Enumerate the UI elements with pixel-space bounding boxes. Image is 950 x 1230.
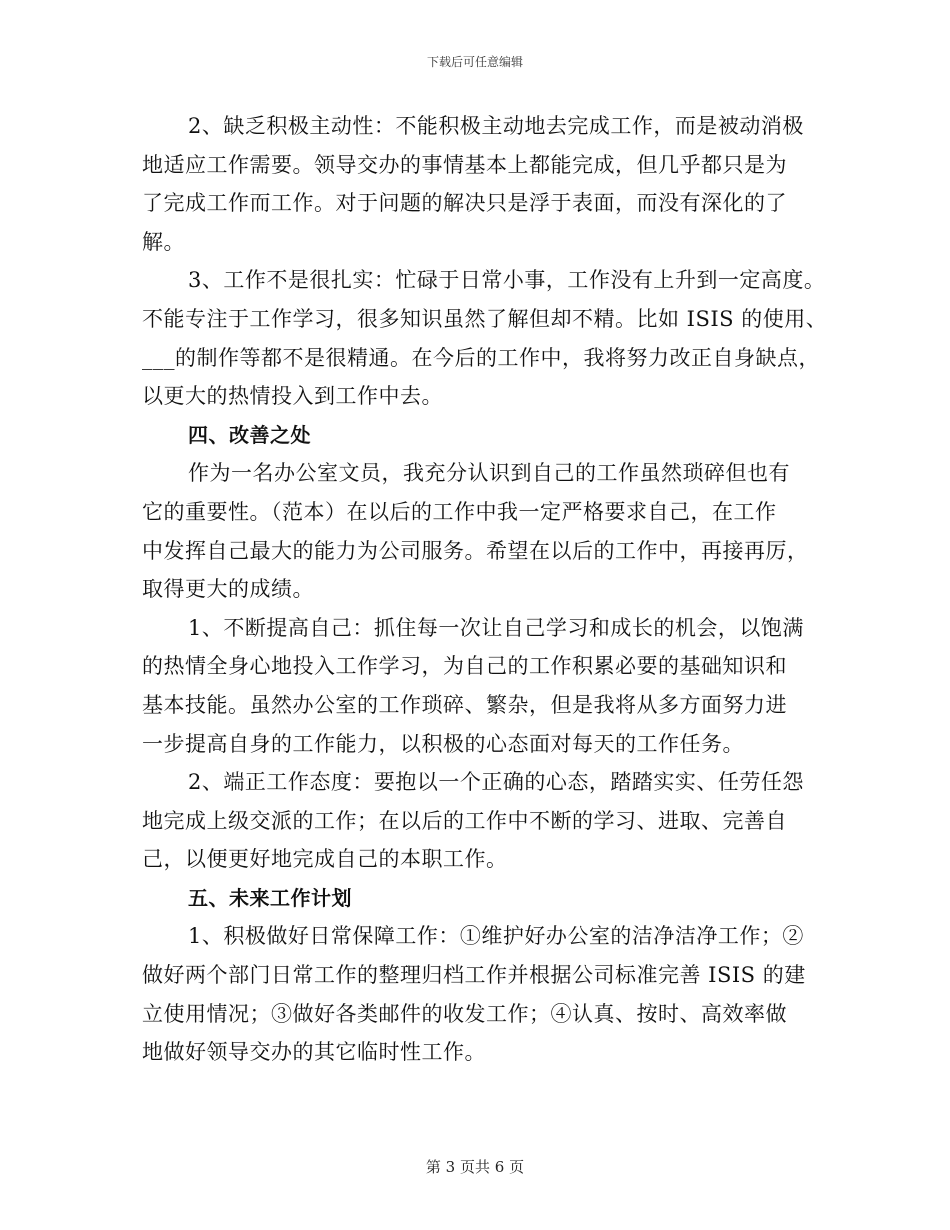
text-line: 取得更大的成绩。	[142, 577, 314, 602]
text-line: 一步提高自身的工作能力，以积极的心态面对每天的工作任务。	[142, 731, 744, 756]
text-line: 1、不断提高自己：抓住每一次让自己学习和成长的机会，以饱满	[188, 615, 804, 640]
text-line: 了完成工作而工作。对于问题的解决只是浮于表面，而没有深化的了	[142, 191, 787, 216]
text-line: 3、工作不是很扎实：忙碌于日常小事，工作没有上升到一定高度。	[188, 268, 826, 293]
text-line: 做好两个部门日常工作的整理归档工作并根据公司标准完善 ISIS 的建	[142, 963, 806, 988]
section-heading: 四、改善之处	[188, 422, 311, 447]
section-heading: 五、未来工作计划	[188, 885, 352, 910]
text-line: 立使用情况；③做好各类邮件的收发工作；④认真、按时、高效率做	[142, 1001, 787, 1026]
text-line: 作为一名办公室文员，我充分认识到自己的工作虽然琐碎但也有	[188, 461, 790, 486]
text-line: ___的制作等都不是很精通。在今后的工作中，我将努力改正自身缺点，	[142, 345, 820, 370]
text-line: 基本技能。虽然办公室的工作琐碎、繁杂，但是我将从多方面努力进	[142, 692, 787, 717]
text-line: 以更大的热情投入到工作中去。	[142, 384, 443, 409]
page-header: 下载后可任意编辑	[426, 55, 523, 69]
text-line: 2、端正工作态度：要抱以一个正确的心态，踏踏实实、任劳任怨	[188, 770, 804, 795]
text-line: 它的重要性。（范本）在以后的工作中我一定严格要求自己，在工作	[142, 499, 777, 524]
text-line: 的热情全身心地投入工作学习，为自己的工作积累必要的基础知识和	[142, 654, 787, 679]
text-line: 己，以便更好地完成自己的本职工作。	[142, 847, 508, 872]
text-line: 1、积极做好日常保障工作：①维护好办公室的洁净洁净工作；②	[188, 924, 804, 949]
text-line: 不能专注于工作学习，很多知识虽然了解但却不精。比如 ISIS 的使用、	[142, 306, 828, 331]
text-line: 解。	[142, 229, 185, 254]
text-line: 地做好领导交办的其它临时性工作。	[142, 1040, 486, 1065]
document-body	[142, 107, 828, 1072]
text-line: 中发挥自己最大的能力为公司服务。希望在以后的工作中，再接再厉，	[142, 538, 809, 563]
text-line: 地完成上级交派的工作；在以后的工作中不断的学习、进取、完善自	[142, 808, 787, 833]
page-number: 第 3 页共 6 页	[425, 1158, 525, 1176]
text-line: 2、缺乏积极主动性：不能积极主动地去完成工作，而是被动消极	[188, 114, 804, 138]
text-line: 地适应工作需要。领导交办的事情基本上都能完成，但几乎都只是为	[142, 152, 787, 177]
